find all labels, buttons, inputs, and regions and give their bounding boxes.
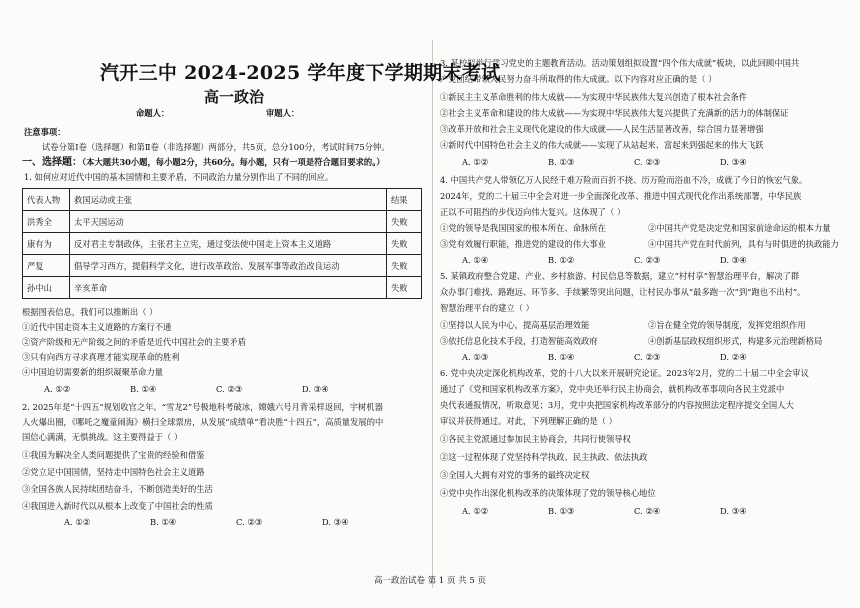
- q1-option: ②资产阶级和无产阶级之间的矛盾是近代中国社会的主要矛盾: [22, 337, 247, 347]
- q1-option: ④中国迫切需要新的组织凝聚革命力量: [22, 367, 164, 377]
- notice-heading: 注意事项：: [24, 127, 66, 137]
- q5-choices: [462, 352, 806, 363]
- q6-option: ③全国人大拥有对党的事务的最终决定权: [440, 470, 590, 480]
- q5-option: ①坚持以人民为中心，提高基层治理效能: [440, 320, 590, 330]
- choice-c: C. ②④: [634, 506, 661, 516]
- table-cell: 洪秀全: [23, 211, 70, 233]
- table-header-row: [23, 189, 422, 211]
- choice-b: B. ①④: [150, 517, 177, 527]
- choice-c: C. ②③: [216, 384, 243, 394]
- q1-option: ③只有向西方寻求真理才能实现革命的胜利: [22, 352, 180, 362]
- table-cell: 太平天国运动: [70, 211, 387, 233]
- table-row: [23, 233, 422, 255]
- table-row: [23, 277, 422, 299]
- q3-stem-line: 3. 某校拟举行学习党史的主题教育活动。活动策划组拟设置“四个伟大成就”板块，以此回顾中国共: [440, 58, 800, 68]
- choice-c: C. ②③: [634, 157, 661, 167]
- section-title: 一、选择题：: [22, 157, 82, 168]
- q2-option: ③全国各族人民持续团结奋斗，不断创造美好的生活: [22, 484, 213, 494]
- q5-option: ④创新基层政权组织形式，构建多元治理新格局: [648, 336, 823, 346]
- choice-b: B. ①④: [130, 384, 157, 394]
- q5-stem-line: 5. 某镇政府整合党建、产业、乡村旅游、村民信息等数据，建立“村村享”智慧治理平台，解决了群: [440, 271, 800, 281]
- q1-stem: 1. 如何应对近代中国的基本国情和主要矛盾，不同政治力量分别作出了不同的回应。: [24, 172, 334, 182]
- q3-choices: [462, 157, 806, 168]
- choice-c: C. ②③: [634, 352, 661, 362]
- choice-d: D. ③④: [322, 517, 349, 527]
- section-heading: [22, 157, 385, 168]
- choice-d: D. ③④: [720, 157, 747, 167]
- q2-choices: [64, 517, 408, 528]
- q6-option: ④党中央作出深化机构改革的决策体现了党的领导核心地位: [440, 488, 656, 498]
- q3-stem-line: 产党团结带领人民努力奋斗所取得的伟大成就。以下内容对应正确的是（ ）: [440, 74, 717, 84]
- reviewer-label: 审题人：: [266, 108, 300, 118]
- setter-label: 命题人：: [136, 108, 170, 118]
- choice-b: B. ①②: [548, 255, 575, 265]
- table-cell: 孙中山: [23, 277, 70, 299]
- q5-option: ③依托信息化技术手段，打造智能高效政府: [440, 336, 598, 346]
- table-header-cell: 救国运动或主张: [70, 189, 387, 211]
- q6-stem-line: 6. 党中央决定深化机构改革，党的十八大以来开展研究论证。2023年2月，党的二十届二中全会审议: [440, 368, 809, 378]
- q3-option: ②社会主义革命和建设的伟大成就——为实现中华民族伟大复兴提供了充满新的活力的体制保证: [440, 108, 789, 118]
- q4-option: ④中国共产党在时代前列，具有与时俱进的执政能力: [648, 239, 839, 249]
- table-cell: 失败: [387, 277, 422, 299]
- q3-option: ④新时代中国特色社会主义的伟大成就——实现了从站起来、富起来到强起来的伟大飞跃: [440, 140, 764, 150]
- q1-choices: [44, 384, 388, 395]
- choice-d: D. ③④: [720, 506, 747, 516]
- q2-option: ①我国为解决全人类问题提供了宝贵的经验和借鉴: [22, 450, 205, 460]
- choice-d: D. ③④: [302, 384, 329, 394]
- subject-title: 高一政治: [204, 88, 265, 106]
- choice-a: A. ①②: [462, 157, 489, 167]
- q6-stem-line: 央代表通报情况，听取意见；3月，党中央把国家机构改革部分的内容按照法定程序提交全国人大: [440, 400, 794, 410]
- exam-title: 汽开三中 2024-2025 学年度下学期期末考试: [100, 62, 501, 84]
- q6-option: ②这一过程体现了党坚持科学执政、民主执政、依法执政: [440, 452, 648, 462]
- q4-stem-line: 2024年，党的二十届三中全会对进一步全面深化改革、推进中国式现代化作出系统部署，中华民族: [440, 191, 802, 201]
- choice-a: A. ①②: [64, 517, 91, 527]
- choice-a: A. ①④: [462, 255, 489, 265]
- q3-option: ③改革开放和社会主义现代化建设的伟大成就——人民生活显著改善，综合国力显著增强: [440, 124, 764, 134]
- choice-b: B. ①④: [548, 352, 575, 362]
- table-header-cell: 结果: [387, 189, 422, 211]
- q4-choices: [462, 255, 806, 266]
- q3-option: ①新民主主义革命胜利的伟大成就——为实现中华民族伟大复兴创造了根本社会条件: [440, 92, 747, 102]
- table-cell: 严复: [23, 255, 70, 277]
- q2-stem-line: 人火爆出圈，《哪吒之魔童闹海》横扫全球票房，从发展“成绩单”看决胜“十四五”，高质量发展的中: [22, 417, 384, 427]
- q5-option: ②旨在健全党的领导制度，发挥党组织作用: [648, 320, 806, 330]
- column-divider: [432, 40, 433, 588]
- q1-option: ①近代中国走资本主义道路的方案行不通: [22, 322, 172, 332]
- choice-d: D. ③④: [720, 255, 747, 265]
- table-cell: 辛亥革命: [70, 277, 387, 299]
- choice-a: A. ①③: [462, 352, 489, 362]
- q6-option: ①各民主党派通过参加民主协商会，共同行使领导权: [440, 434, 631, 444]
- q4-option: ①党的领导是我国国家的根本所在、命脉所在: [440, 223, 606, 233]
- choice-a: A. ①②: [462, 506, 489, 516]
- q2-option: ④我国进入新时代以从根本上改变了中国社会的性质: [22, 501, 213, 511]
- choice-b: B. ①③: [548, 506, 575, 516]
- table-cell: 失败: [387, 255, 422, 277]
- table-cell: 反对君主专制政体，主张君主立宪，通过变法使中国走上资本主义道路: [70, 233, 387, 255]
- q4-option: ③党有效履行职能，推进党的建设的伟大事业: [440, 239, 606, 249]
- choice-b: B. ①③: [548, 157, 575, 167]
- q1-lead: 根据图表信息，我们可以推断出（ ）: [22, 307, 158, 317]
- q5-stem-line: 众办事门难找、路跑远、环节多、手续繁等突出问题，让村民办事从“最多跑一次”到“跑也不出村”。: [440, 287, 806, 297]
- choice-d: D. ②④: [720, 352, 747, 362]
- q2-option: ②党立足中国国情，坚持走中国特色社会主义道路: [22, 467, 205, 477]
- q6-choices: [462, 506, 806, 517]
- table-cell: 康有为: [23, 233, 70, 255]
- q6-stem-line: 审议并获得通过。对此，下列理解正确的是（ ）: [440, 416, 617, 426]
- q1-table: [22, 188, 422, 299]
- choice-c: C. ②③: [634, 255, 661, 265]
- q4-option: ②中国共产党是决定党和国家前途命运的根本力量: [648, 223, 831, 233]
- q5-stem-line: 智慧治理平台的建立（ ）: [440, 303, 534, 313]
- section-desc: （本大题共30小题，每小题2分，共60分。每小题，只有一项是符合题目要求的。）: [82, 157, 385, 167]
- table-header-cell: 代表人物: [23, 189, 70, 211]
- table-cell: 倡导学习西方，提倡科学文化，进行改革政治、发展军事等政治改良运动: [70, 255, 387, 277]
- page-footer: 高一政治试卷 第 1 页 共 5 页: [373, 576, 487, 586]
- table-cell: 失败: [387, 233, 422, 255]
- q2-stem-line: 2. 2025年是“十四五”规划收官之年。“雪龙2”号极地科考破冰，嫦娥六号月背采样返回，宇树机器: [22, 402, 383, 412]
- notice-text: 试卷分第Ⅰ卷（选择题）和第Ⅱ卷（非选择题）两部分，共5页，总分100分，考试时间75分钟。: [42, 142, 390, 152]
- q4-stem-line: 4. 中国共产党人带领亿万人民经千难万险而百折不挠、历万险而浴血不冷，成就了今日的恢宏气象。: [440, 175, 808, 185]
- table-cell: 失败: [387, 211, 422, 233]
- table-row: [23, 255, 422, 277]
- choice-c: C. ②③: [236, 517, 263, 527]
- q4-stem-line: 正以不可阻挡的步伐迈向伟大复兴。这体现了（ ）: [440, 207, 626, 217]
- table-row: [23, 211, 422, 233]
- q6-stem-line: 通过了《党和国家机构改革方案》，党中央还举行民主协商会，就机构改革事项向各民主党派中: [440, 384, 785, 394]
- choice-a: A. ①②: [44, 384, 71, 394]
- q2-stem-line: 国信心满满，无惧挑战。这主要得益于（ ）: [22, 432, 183, 442]
